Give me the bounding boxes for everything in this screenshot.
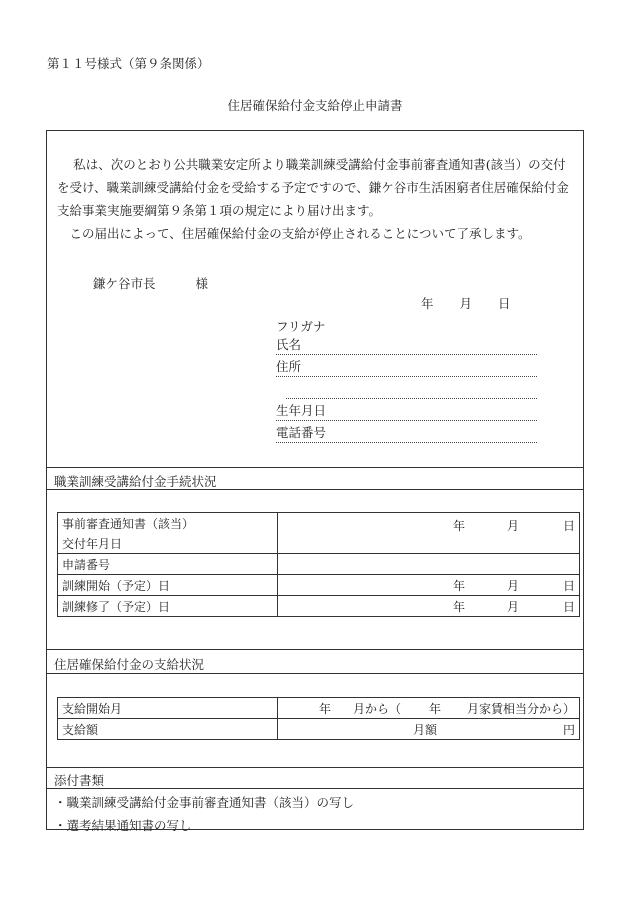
date-month-label: 月 [459,296,473,311]
statement-paragraph-1: 私は、次のとおり公共職業安定所より職業訓練受講給付金事前審査通知書(該当）の交付を受け、職業訓練受講給付金を受給する予定ですので、鎌ケ谷市生活困窮者住居確保給付金支給事業実施要綱第９条第１項の規定により届け出ます。 [57,157,569,218]
statement-paragraph-2: この届出によって、住居確保給付金の支給が停止されることについて了承します。 [69,226,531,241]
address-field-2[interactable] [286,381,537,399]
notice-label-1: 事前審査通知書（該当） [58,513,278,534]
training-section-title: 職業訓練受講給付金手続状況 [54,474,217,489]
day-label: 日 [562,519,575,533]
year-label: 年 [452,599,465,614]
year-label: 年 [452,519,465,533]
divider [47,467,583,468]
date-day-label: 日 [498,296,511,311]
training-table [57,512,580,617]
submission-date [421,294,511,312]
phone-line [276,442,537,443]
form-frame [46,130,584,833]
payment-amount-label: 支給額 [58,719,278,740]
application-number-label: 申請番号 [58,554,278,575]
address-line [276,376,537,377]
name-line [276,354,537,355]
notice-date-cell[interactable] [278,513,580,554]
attachments-title: 添付書類 [54,773,105,788]
address-label: 住所 [276,359,302,374]
attachment-item: ・選考結果通知書の写し [54,818,192,833]
day-label: 日 [562,599,575,614]
date-year-label: 年 [421,296,434,311]
payment-start-cell[interactable] [278,698,580,719]
document-title: 住居確保給付金支給停止申請書 [227,98,403,113]
day-label: 日 [562,578,575,593]
divider [47,489,583,490]
yen-label: 円 [562,722,575,737]
birthdate-line [276,420,537,421]
name-field[interactable] [276,337,537,355]
training-start-label: 訓練開始（予定）日 [58,575,278,596]
furigana-label: フリガナ [276,319,326,334]
payment-table [57,697,580,740]
training-end-label: 訓練修了（予定）日 [58,596,278,617]
training-start-cell[interactable] [278,575,580,596]
monthly-label: 月額 [412,722,437,737]
address-line-2 [286,398,537,399]
phone-field[interactable] [276,425,537,443]
divider [47,788,583,789]
attachment-item: ・職業訓練受講給付金事前審査通知書（該当）の写し [54,795,355,810]
payment-amount-cell[interactable] [278,719,580,740]
addressee [93,274,208,292]
rent-month-suffix: 月家賃相当分から） [466,701,575,716]
application-number-cell[interactable] [278,554,580,575]
payment-section-title: 住居確保給付金の支給状況 [54,657,205,672]
statement [57,153,577,245]
birthdate-label: 生年月日 [276,403,327,418]
month-label: 月 [506,519,519,533]
addressee-name: 鎌ケ谷市長 [93,276,156,291]
training-end-cell[interactable] [278,596,580,617]
notice-label-2: 交付年月日 [58,533,278,554]
address-field[interactable] [276,359,537,377]
divider [47,673,583,674]
form-number: 第１１号様式（第９条関係） [47,56,210,71]
month-label: 月 [506,578,519,593]
month-label: 月 [506,599,519,614]
addressee-honorific: 様 [195,276,209,291]
payment-start-label: 支給開始月 [58,698,278,719]
birthdate-field[interactable] [276,403,537,421]
rent-year: 年 [428,701,441,716]
payment-start-month-from: 月から（ [352,701,401,716]
divider [47,767,583,768]
phone-label: 電話番号 [276,425,327,440]
payment-start-year: 年 [318,701,331,716]
divider [47,649,583,650]
year-label: 年 [452,578,465,593]
name-label: 氏名 [276,337,302,352]
